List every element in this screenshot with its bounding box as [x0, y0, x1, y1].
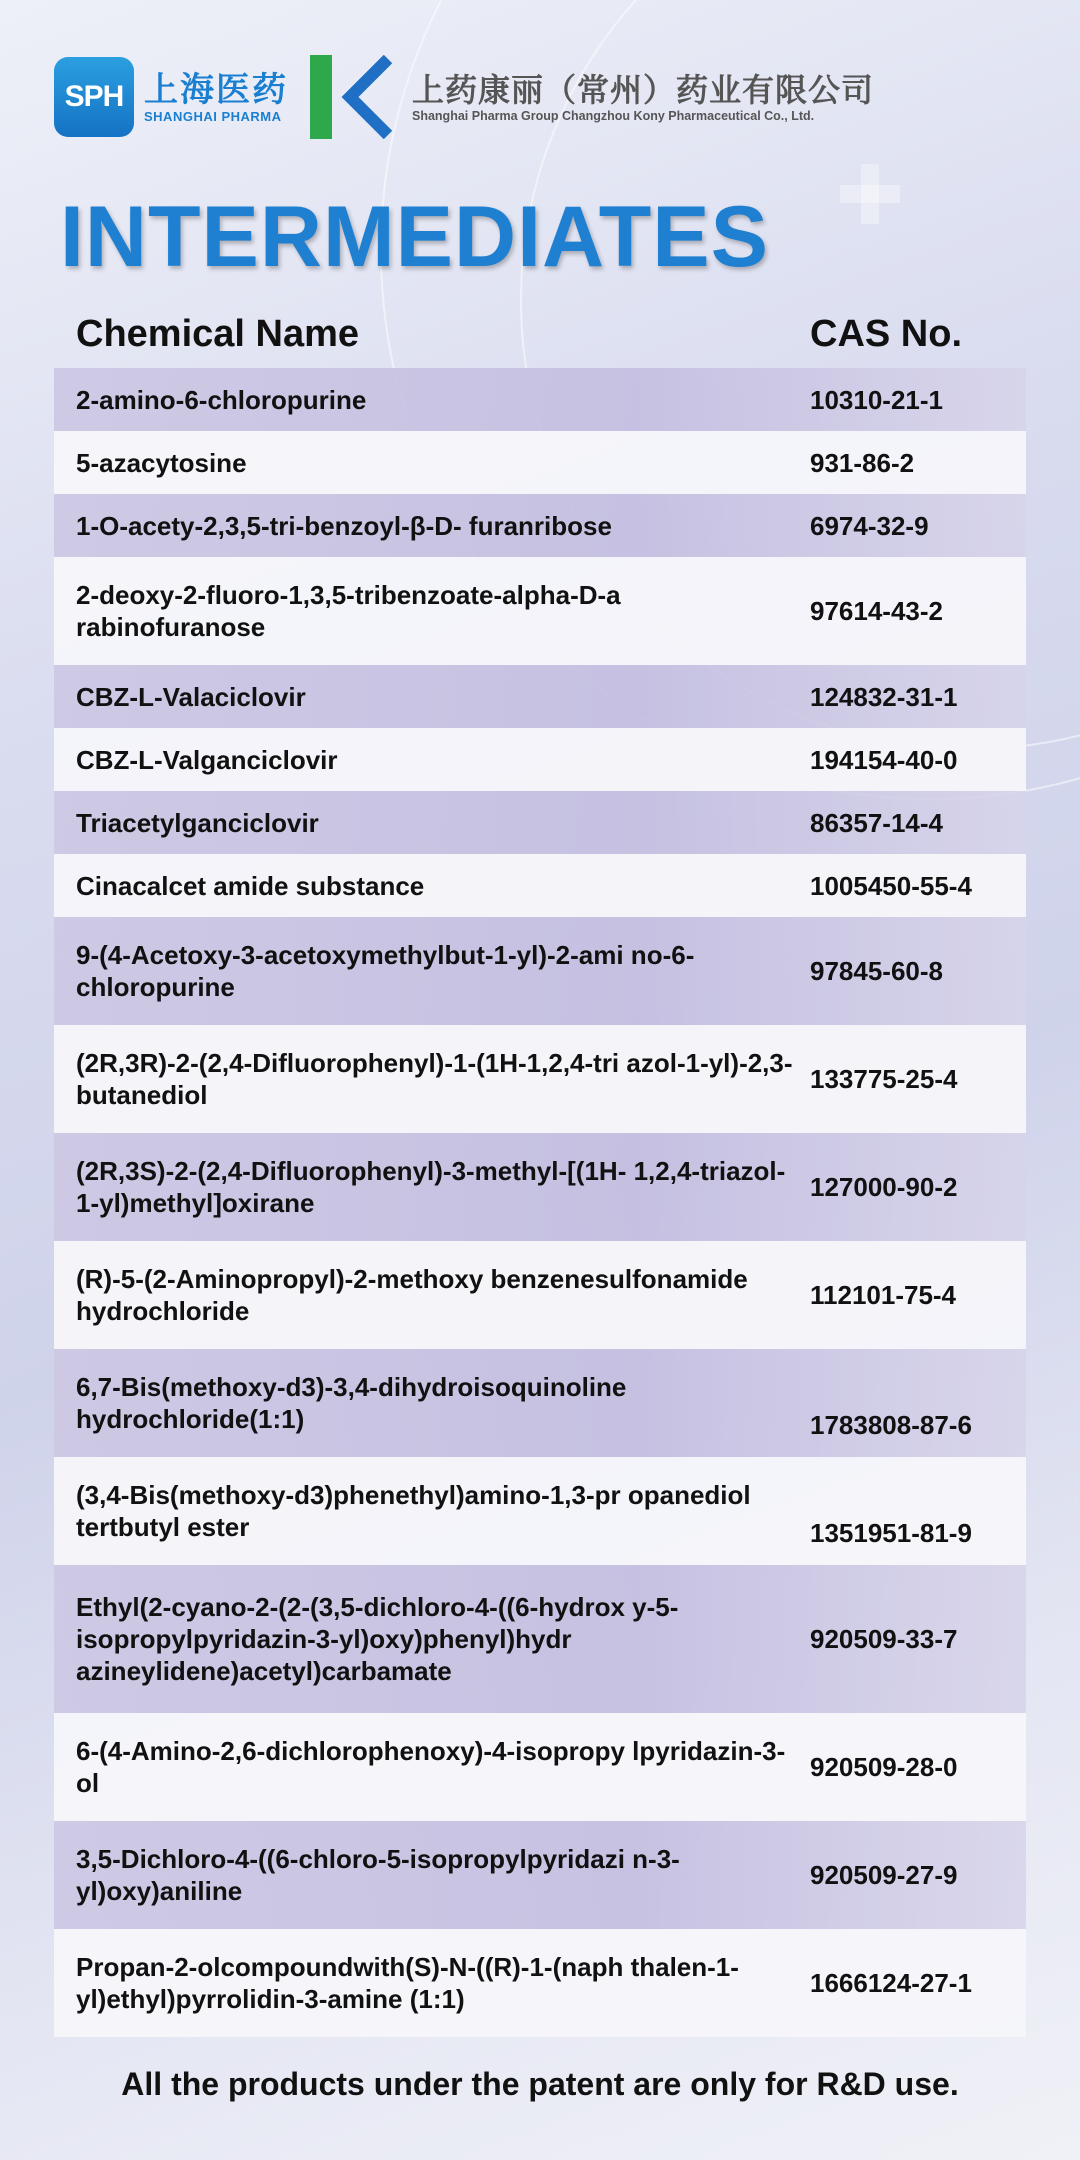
cas-number: 97845-60-8	[810, 956, 943, 986]
sph-brand	[144, 71, 288, 124]
table-header	[54, 300, 1026, 368]
chemical-name: 5-azacytosine	[76, 447, 247, 478]
chemical-name: 2-amino-6-chloropurine	[76, 384, 367, 415]
page-title: INTERMEDIATES	[60, 189, 769, 285]
chemical-name: CBZ-L-Valganciclovir	[76, 744, 338, 775]
sph-logo	[54, 57, 134, 137]
chemical-name: 6,7-Bis(methoxy-d3)-3,4-dihydroisoquinoline hydrochloride(1:1)	[76, 1372, 627, 1434]
chemical-name: (2R,3R)-2-(2,4-Difluorophenyl)-1-(1H-1,2,4-tri azol-1-yl)-2,3-butanediol	[76, 1048, 793, 1110]
cas-number: 6974-32-9	[810, 510, 929, 541]
table-row	[54, 665, 1026, 728]
kony-brand-cn: 上药康丽（常州）药业有限公司	[412, 72, 875, 108]
sph-logo-text: SPH	[64, 80, 124, 113]
kony-brand-en: Shanghai Pharma Group Changzhou Kony Pharmaceutical Co., Ltd.	[412, 109, 815, 123]
table-row	[54, 1025, 1026, 1133]
cas-number: 127000-90-2	[810, 1172, 958, 1202]
cas-number: 931-86-2	[810, 447, 915, 478]
chemical-name: CBZ-L-Valaciclovir	[76, 681, 306, 712]
chemical-name: Cinacalcet amide substance	[76, 870, 425, 901]
table-row	[54, 1241, 1026, 1349]
table-row	[54, 1713, 1026, 1821]
table-row	[54, 791, 1026, 854]
cas-number: 124832-31-1	[810, 681, 958, 712]
cas-number: 920509-28-0	[810, 1752, 958, 1782]
column-header-cas: CAS No.	[810, 312, 962, 355]
footer-note: All the products under the patent are only for R&D use.	[121, 2066, 959, 2102]
table-row	[54, 431, 1026, 494]
table-row	[54, 1457, 1026, 1565]
table-row	[54, 368, 1026, 431]
chemical-name: 2-deoxy-2-fluoro-1,3,5-tribenzoate-alpha-D-a rabinofuranose	[76, 580, 621, 642]
cas-number: 1783808-87-6	[810, 1410, 972, 1440]
cas-number: 1351951-81-9	[810, 1518, 972, 1548]
background-cross-icon	[861, 164, 879, 224]
table-row	[54, 1349, 1026, 1457]
table-row	[54, 917, 1026, 1025]
chemical-name: 1-O-acety-2,3,5-tri-benzoyl-β-D- furanribose	[76, 510, 612, 541]
table-row	[54, 557, 1026, 665]
table-row	[54, 1929, 1026, 2037]
cas-number: 97614-43-2	[810, 596, 943, 626]
cas-number: 920509-33-7	[810, 1624, 958, 1654]
chemical-name: Propan-2-olcompoundwith(S)-N-((R)-1-(naph thalen-1-yl)ethyl)pyrrolidin-3-amine (1:1)	[76, 1952, 739, 2014]
table-row	[54, 728, 1026, 791]
cas-number: 10310-21-1	[810, 384, 943, 415]
column-header-name: Chemical Name	[76, 312, 360, 355]
table-row	[54, 1133, 1026, 1241]
cas-number: 86357-14-4	[810, 807, 943, 838]
kony-logo-icon	[310, 55, 394, 139]
cas-number: 920509-27-9	[810, 1860, 958, 1890]
chemical-name: (3,4-Bis(methoxy-d3)phenethyl)amino-1,3-pr opanediol tertbutyl ester	[76, 1480, 751, 1542]
table-row	[54, 854, 1026, 917]
cas-number: 112101-75-4	[810, 1280, 957, 1310]
table-row	[54, 494, 1026, 557]
chemical-name: 6-(4-Amino-2,6-dichlorophenoxy)-4-isopropy lpyridazin-3-ol	[76, 1736, 786, 1798]
table-row	[54, 1821, 1026, 1929]
cas-number: 1005450-55-4	[810, 870, 972, 901]
chemical-name: 3,5-Dichloro-4-((6-chloro-5-isopropylpyridazi n-3-yl)oxy)aniline	[76, 1844, 680, 1906]
table-body	[54, 368, 1026, 2037]
kony-brand	[412, 71, 874, 123]
header	[54, 52, 1026, 142]
chemical-name: Ethyl(2-cyano-2-(2-(3,5-dichloro-4-((6-hydrox y-5-isopropylpyridazin-3-yl)oxy)phenyl)hydr azineylidene)acetyl)carbamate	[76, 1592, 679, 1686]
chemical-name: Triacetylganciclovir	[76, 807, 319, 838]
cas-number: 133775-25-4	[810, 1064, 958, 1094]
sph-brand-en: SHANGHAI PHARMA	[144, 108, 282, 124]
chemical-name: (2R,3S)-2-(2,4-Difluorophenyl)-3-methyl-[(1H- 1,2,4-triazol-1-yl)methyl]oxirane	[76, 1156, 786, 1218]
cas-number: 194154-40-0	[810, 744, 958, 775]
background-cross-icon	[840, 185, 900, 203]
chemical-name: (R)-5-(2-Aminopropyl)-2-methoxy benzenesulfonamide hydrochloride	[76, 1264, 748, 1326]
table-row	[54, 1565, 1026, 1713]
sph-brand-cn: 上海医药	[144, 70, 288, 109]
cas-number: 1666124-27-1	[810, 1968, 972, 1998]
intermediates-table	[54, 300, 1026, 2037]
chemical-name: 9-(4-Acetoxy-3-acetoxymethylbut-1-yl)-2-ami no-6-chloropurine	[76, 940, 695, 1002]
